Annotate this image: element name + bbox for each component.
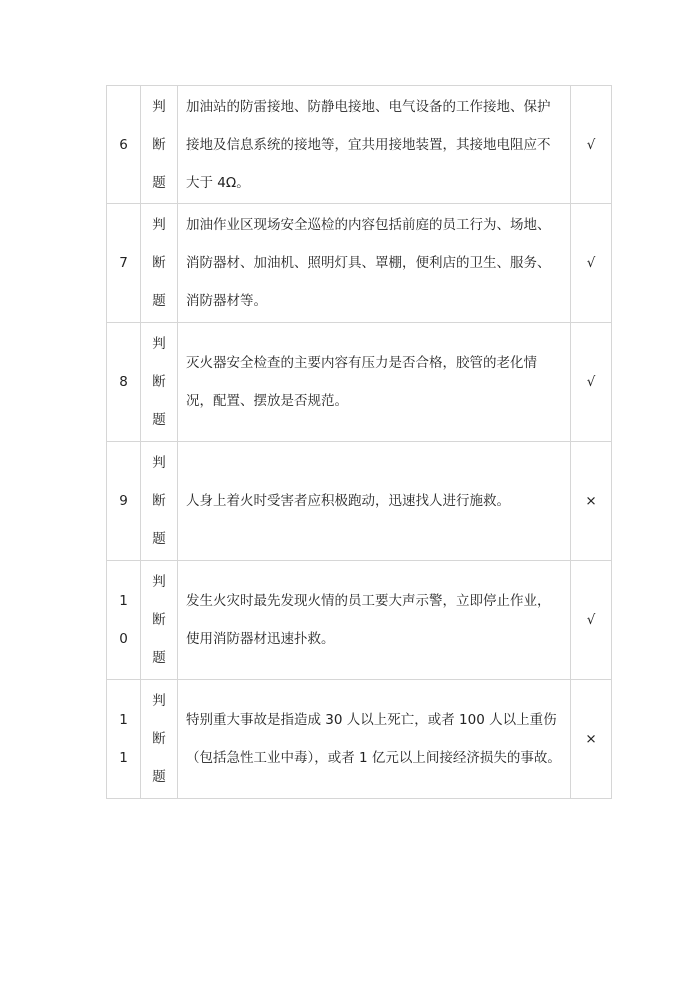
- question-content: 加油作业区现场安全巡检的内容包括前庭的员工行为、场地、消防器材、加油机、照明灯具、罩棚，便利店的卫生、服务、消防器材等。: [178, 204, 571, 323]
- question-number: 8: [119, 374, 128, 390]
- question-type-char: 题: [152, 769, 166, 785]
- question-type-char: 题: [152, 650, 166, 666]
- table-row: [107, 442, 612, 561]
- table-row: [107, 561, 612, 680]
- question-number-cell: [107, 86, 141, 204]
- question-number-digit: 1: [119, 712, 128, 728]
- answer-mark: ×: [571, 680, 612, 799]
- question-type-char: 判: [152, 693, 166, 709]
- question-number: 7: [119, 255, 128, 271]
- question-type-char: 题: [152, 412, 166, 428]
- question-type-char: 判: [152, 336, 166, 352]
- question-type-cell: [141, 442, 178, 561]
- question-type-cell: [141, 680, 178, 799]
- answer-mark: √: [571, 323, 612, 442]
- answer-mark: √: [571, 204, 612, 323]
- question-type-char: 题: [152, 293, 166, 309]
- question-content: 加油站的防雷接地、防静电接地、电气设备的工作接地、保护接地及信息系统的接地等，宜共用接地装置，其接地电阻应不大于 4Ω。: [178, 86, 571, 204]
- question-type-char: 判: [152, 98, 166, 115]
- question-type-cell: [141, 323, 178, 442]
- question-content: 灭火器安全检查的主要内容有压力是否合格，胶管的老化情况，配置、摆放是否规范。: [178, 323, 571, 442]
- question-type-char: 题: [152, 174, 166, 191]
- question-content: 人身上着火时受害者应积极跑动，迅速找人进行施救。: [178, 442, 571, 561]
- answer-mark: √: [571, 86, 612, 204]
- table-row: [107, 204, 612, 323]
- table-row: [107, 86, 612, 204]
- question-number: 9: [119, 493, 128, 509]
- answer-mark: ×: [571, 442, 612, 561]
- question-type-char: 判: [152, 217, 166, 233]
- table-row: [107, 680, 612, 799]
- answer-mark: √: [571, 561, 612, 680]
- question-number-cell: [107, 323, 141, 442]
- question-type-char: 断: [152, 255, 166, 271]
- questions-table: [106, 85, 612, 799]
- question-type-cell: [141, 204, 178, 323]
- question-content: 发生火灾时最先发现火情的员工要大声示警，立即停止作业，使用消防器材迅速扑救。: [178, 561, 571, 680]
- question-type-char: 断: [152, 493, 166, 509]
- question-number: 6: [119, 136, 128, 153]
- question-type-char: 断: [152, 374, 166, 390]
- question-number-digit: 1: [119, 750, 128, 766]
- question-type-char: 断: [152, 136, 166, 153]
- table-row: [107, 323, 612, 442]
- question-number-cell: [107, 442, 141, 561]
- question-number-digit: 0: [119, 631, 128, 647]
- question-type-char: 判: [152, 574, 166, 590]
- question-type-char: 断: [152, 731, 166, 747]
- question-type-char: 断: [152, 612, 166, 628]
- question-type-char: 判: [152, 455, 166, 471]
- question-number-cell: [107, 561, 141, 680]
- question-number-digit: 1: [119, 593, 128, 609]
- question-type-cell: [141, 561, 178, 680]
- question-number-cell: [107, 204, 141, 323]
- question-type-cell: [141, 86, 178, 204]
- question-number-cell: [107, 680, 141, 799]
- question-type-char: 题: [152, 531, 166, 547]
- question-content: 特别重大事故是指造成 30 人以上死亡，或者 100 人以上重伤（包括急性工业中毒），或者 1 亿元以上间接经济损失的事故。: [178, 680, 571, 799]
